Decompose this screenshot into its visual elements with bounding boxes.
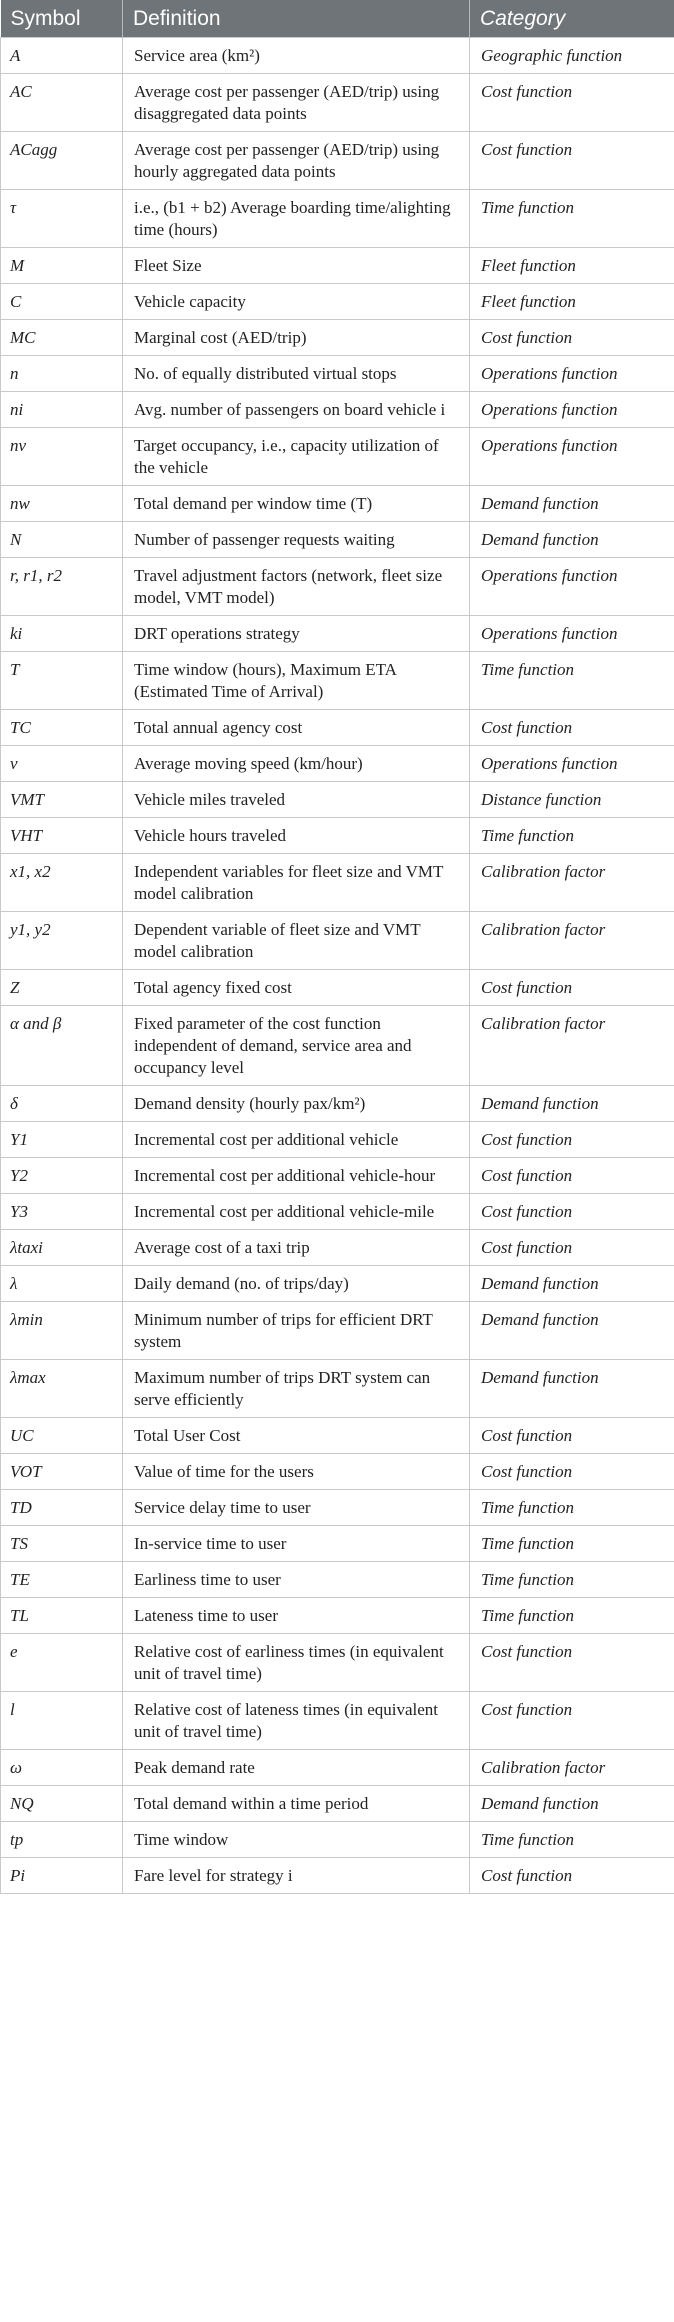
symbol-cell: Pi xyxy=(1,1858,123,1894)
category-cell: Fleet function xyxy=(470,284,674,320)
table-row xyxy=(1,1750,674,1786)
symbol-cell: AC xyxy=(1,74,123,132)
symbol-cell: NQ xyxy=(1,1786,123,1822)
table-row xyxy=(1,428,674,486)
table-row xyxy=(1,652,674,710)
symbol-cell: e xyxy=(1,1634,123,1692)
symbol-cell: VOT xyxy=(1,1454,123,1490)
definition-cell: Average cost of a taxi trip xyxy=(123,1230,470,1266)
definition-cell: Time window xyxy=(123,1822,470,1858)
table-row xyxy=(1,746,674,782)
symbol-cell: ki xyxy=(1,616,123,652)
table-row xyxy=(1,1086,674,1122)
category-cell: Operations function xyxy=(470,392,674,428)
definition-cell: Average cost per passenger (AED/trip) using hourly aggregated data points xyxy=(123,132,470,190)
category-cell: Cost function xyxy=(470,1158,674,1194)
definition-cell: Minimum number of trips for efficient DRT system xyxy=(123,1302,470,1360)
definition-cell: Average moving speed (km/hour) xyxy=(123,746,470,782)
definition-cell: Vehicle miles traveled xyxy=(123,782,470,818)
symbol-cell: TL xyxy=(1,1598,123,1634)
table-row xyxy=(1,1598,674,1634)
symbol-cell: ni xyxy=(1,392,123,428)
category-cell: Cost function xyxy=(470,320,674,356)
category-cell: Demand function xyxy=(470,1360,674,1418)
category-cell: Time function xyxy=(470,1490,674,1526)
category-cell: Time function xyxy=(470,1822,674,1858)
symbol-cell: M xyxy=(1,248,123,284)
symbol-cell: x1, x2 xyxy=(1,854,123,912)
definition-cell: Avg. number of passengers on board vehicle i xyxy=(123,392,470,428)
header-category: Category xyxy=(470,0,674,38)
table-row xyxy=(1,1634,674,1692)
category-cell: Distance function xyxy=(470,782,674,818)
table-row xyxy=(1,1230,674,1266)
table-row xyxy=(1,522,674,558)
symbol-cell: l xyxy=(1,1692,123,1750)
definition-cell: Average cost per passenger (AED/trip) using disaggregated data points xyxy=(123,74,470,132)
table-row xyxy=(1,356,674,392)
category-cell: Calibration factor xyxy=(470,912,674,970)
symbol-cell: TE xyxy=(1,1562,123,1598)
category-cell: Cost function xyxy=(470,970,674,1006)
definition-cell: Total agency fixed cost xyxy=(123,970,470,1006)
definition-cell: DRT operations strategy xyxy=(123,616,470,652)
category-cell: Demand function xyxy=(470,1786,674,1822)
table-row xyxy=(1,1418,674,1454)
symbol-cell: r, r1, r2 xyxy=(1,558,123,616)
category-cell: Time function xyxy=(470,652,674,710)
symbol-cell: α and β xyxy=(1,1006,123,1086)
symbol-cell: y1, y2 xyxy=(1,912,123,970)
table-row xyxy=(1,1006,674,1086)
definition-cell: Lateness time to user xyxy=(123,1598,470,1634)
definition-cell: In-service time to user xyxy=(123,1526,470,1562)
symbol-cell: Z xyxy=(1,970,123,1006)
category-cell: Cost function xyxy=(470,1122,674,1158)
category-cell: Demand function xyxy=(470,1086,674,1122)
symbol-cell: λtaxi xyxy=(1,1230,123,1266)
symbol-cell: Υ3 xyxy=(1,1194,123,1230)
definition-cell: Time window (hours), Maximum ETA (Estimated Time of Arrival) xyxy=(123,652,470,710)
table-row xyxy=(1,1526,674,1562)
header-row xyxy=(1,0,674,38)
symbol-cell: n xyxy=(1,356,123,392)
table-row xyxy=(1,1302,674,1360)
definition-cell: Daily demand (no. of trips/day) xyxy=(123,1266,470,1302)
definition-cell: Vehicle hours traveled xyxy=(123,818,470,854)
category-cell: Cost function xyxy=(470,1194,674,1230)
symbol-cell: VMT xyxy=(1,782,123,818)
symbol-cell: τ xyxy=(1,190,123,248)
definition-cell: Target occupancy, i.e., capacity utilization of the vehicle xyxy=(123,428,470,486)
table-row xyxy=(1,1490,674,1526)
symbol-cell: Υ2 xyxy=(1,1158,123,1194)
table-body xyxy=(1,38,674,1894)
symbol-cell: MC xyxy=(1,320,123,356)
symbol-cell: Υ1 xyxy=(1,1122,123,1158)
category-cell: Geographic function xyxy=(470,38,674,74)
symbol-cell: tp xyxy=(1,1822,123,1858)
category-cell: Time function xyxy=(470,1562,674,1598)
definition-cell: Earliness time to user xyxy=(123,1562,470,1598)
table-row xyxy=(1,1122,674,1158)
category-cell: Time function xyxy=(470,190,674,248)
category-cell: Cost function xyxy=(470,710,674,746)
header-definition: Definition xyxy=(123,0,470,38)
category-cell: Demand function xyxy=(470,1266,674,1302)
category-cell: Cost function xyxy=(470,1454,674,1490)
category-cell: Time function xyxy=(470,1598,674,1634)
definition-cell: Vehicle capacity xyxy=(123,284,470,320)
category-cell: Cost function xyxy=(470,1418,674,1454)
symbol-cell: N xyxy=(1,522,123,558)
table-row xyxy=(1,1562,674,1598)
definition-cell: Maximum number of trips DRT system can serve efficiently xyxy=(123,1360,470,1418)
symbol-cell: C xyxy=(1,284,123,320)
symbol-cell: nv xyxy=(1,428,123,486)
category-cell: Calibration factor xyxy=(470,1006,674,1086)
table-row xyxy=(1,710,674,746)
symbol-cell: λmax xyxy=(1,1360,123,1418)
symbol-cell: UC xyxy=(1,1418,123,1454)
table-header xyxy=(1,0,674,38)
table-row xyxy=(1,284,674,320)
definition-cell: Incremental cost per additional vehicle-hour xyxy=(123,1158,470,1194)
definition-cell: Total demand per window time (T) xyxy=(123,486,470,522)
table-row xyxy=(1,1454,674,1490)
table-row xyxy=(1,392,674,428)
symbol-cell: v xyxy=(1,746,123,782)
definition-cell: Relative cost of lateness times (in equivalent unit of travel time) xyxy=(123,1692,470,1750)
category-cell: Cost function xyxy=(470,1634,674,1692)
symbol-cell: TS xyxy=(1,1526,123,1562)
table-row xyxy=(1,132,674,190)
definition-cell: Dependent variable of fleet size and VMT model calibration xyxy=(123,912,470,970)
symbol-cell: λ xyxy=(1,1266,123,1302)
category-cell: Cost function xyxy=(470,1230,674,1266)
category-cell: Fleet function xyxy=(470,248,674,284)
symbol-cell: λmin xyxy=(1,1302,123,1360)
table-row xyxy=(1,854,674,912)
symbol-cell: ACagg xyxy=(1,132,123,190)
category-cell: Operations function xyxy=(470,356,674,392)
table-row xyxy=(1,782,674,818)
category-cell: Calibration factor xyxy=(470,854,674,912)
category-cell: Demand function xyxy=(470,1302,674,1360)
table-row xyxy=(1,558,674,616)
table-row xyxy=(1,818,674,854)
table-row xyxy=(1,1194,674,1230)
symbol-cell: ω xyxy=(1,1750,123,1786)
category-cell: Demand function xyxy=(470,486,674,522)
definition-cell: Demand density (hourly pax/km²) xyxy=(123,1086,470,1122)
table-row xyxy=(1,248,674,284)
definition-cell: Relative cost of earliness times (in equivalent unit of travel time) xyxy=(123,1634,470,1692)
definition-cell: Fixed parameter of the cost function independent of demand, service area and occupancy level xyxy=(123,1006,470,1086)
table-row xyxy=(1,1692,674,1750)
table-row xyxy=(1,1158,674,1194)
definition-cell: Total annual agency cost xyxy=(123,710,470,746)
definition-cell: Total demand within a time period xyxy=(123,1786,470,1822)
symbol-cell: T xyxy=(1,652,123,710)
definition-cell: Service area (km²) xyxy=(123,38,470,74)
table-row xyxy=(1,970,674,1006)
symbol-cell: A xyxy=(1,38,123,74)
category-cell: Operations function xyxy=(470,616,674,652)
definition-cell: Travel adjustment factors (network, fleet size model, VMT model) xyxy=(123,558,470,616)
table-row xyxy=(1,38,674,74)
definition-cell: Incremental cost per additional vehicle xyxy=(123,1122,470,1158)
category-cell: Cost function xyxy=(470,74,674,132)
symbol-cell: TC xyxy=(1,710,123,746)
symbol-cell: VHT xyxy=(1,818,123,854)
symbol-cell: δ xyxy=(1,1086,123,1122)
table-row xyxy=(1,320,674,356)
table-row xyxy=(1,74,674,132)
table-row xyxy=(1,912,674,970)
definition-cell: No. of equally distributed virtual stops xyxy=(123,356,470,392)
table-row xyxy=(1,190,674,248)
table-row xyxy=(1,1858,674,1894)
table-row xyxy=(1,1786,674,1822)
definition-cell: Incremental cost per additional vehicle-mile xyxy=(123,1194,470,1230)
definition-cell: i.e., (b1 + b2) Average boarding time/alighting time (hours) xyxy=(123,190,470,248)
category-cell: Operations function xyxy=(470,558,674,616)
definition-cell: Service delay time to user xyxy=(123,1490,470,1526)
table-row xyxy=(1,486,674,522)
table-row xyxy=(1,1822,674,1858)
definition-cell: Total User Cost xyxy=(123,1418,470,1454)
table-row xyxy=(1,1266,674,1302)
category-cell: Time function xyxy=(470,1526,674,1562)
category-cell: Time function xyxy=(470,818,674,854)
category-cell: Cost function xyxy=(470,1858,674,1894)
definition-cell: Value of time for the users xyxy=(123,1454,470,1490)
definition-cell: Number of passenger requests waiting xyxy=(123,522,470,558)
symbol-cell: TD xyxy=(1,1490,123,1526)
category-cell: Operations function xyxy=(470,746,674,782)
definition-cell: Independent variables for fleet size and VMT model calibration xyxy=(123,854,470,912)
definition-cell: Peak demand rate xyxy=(123,1750,470,1786)
category-cell: Cost function xyxy=(470,1692,674,1750)
category-cell: Operations function xyxy=(470,428,674,486)
table-row xyxy=(1,1360,674,1418)
definition-cell: Marginal cost (AED/trip) xyxy=(123,320,470,356)
header-symbol: Symbol xyxy=(1,0,123,38)
definition-cell: Fare level for strategy i xyxy=(123,1858,470,1894)
table-row xyxy=(1,616,674,652)
category-cell: Cost function xyxy=(470,132,674,190)
symbol-cell: nw xyxy=(1,486,123,522)
category-cell: Calibration factor xyxy=(470,1750,674,1786)
definition-cell: Fleet Size xyxy=(123,248,470,284)
category-cell: Demand function xyxy=(470,522,674,558)
